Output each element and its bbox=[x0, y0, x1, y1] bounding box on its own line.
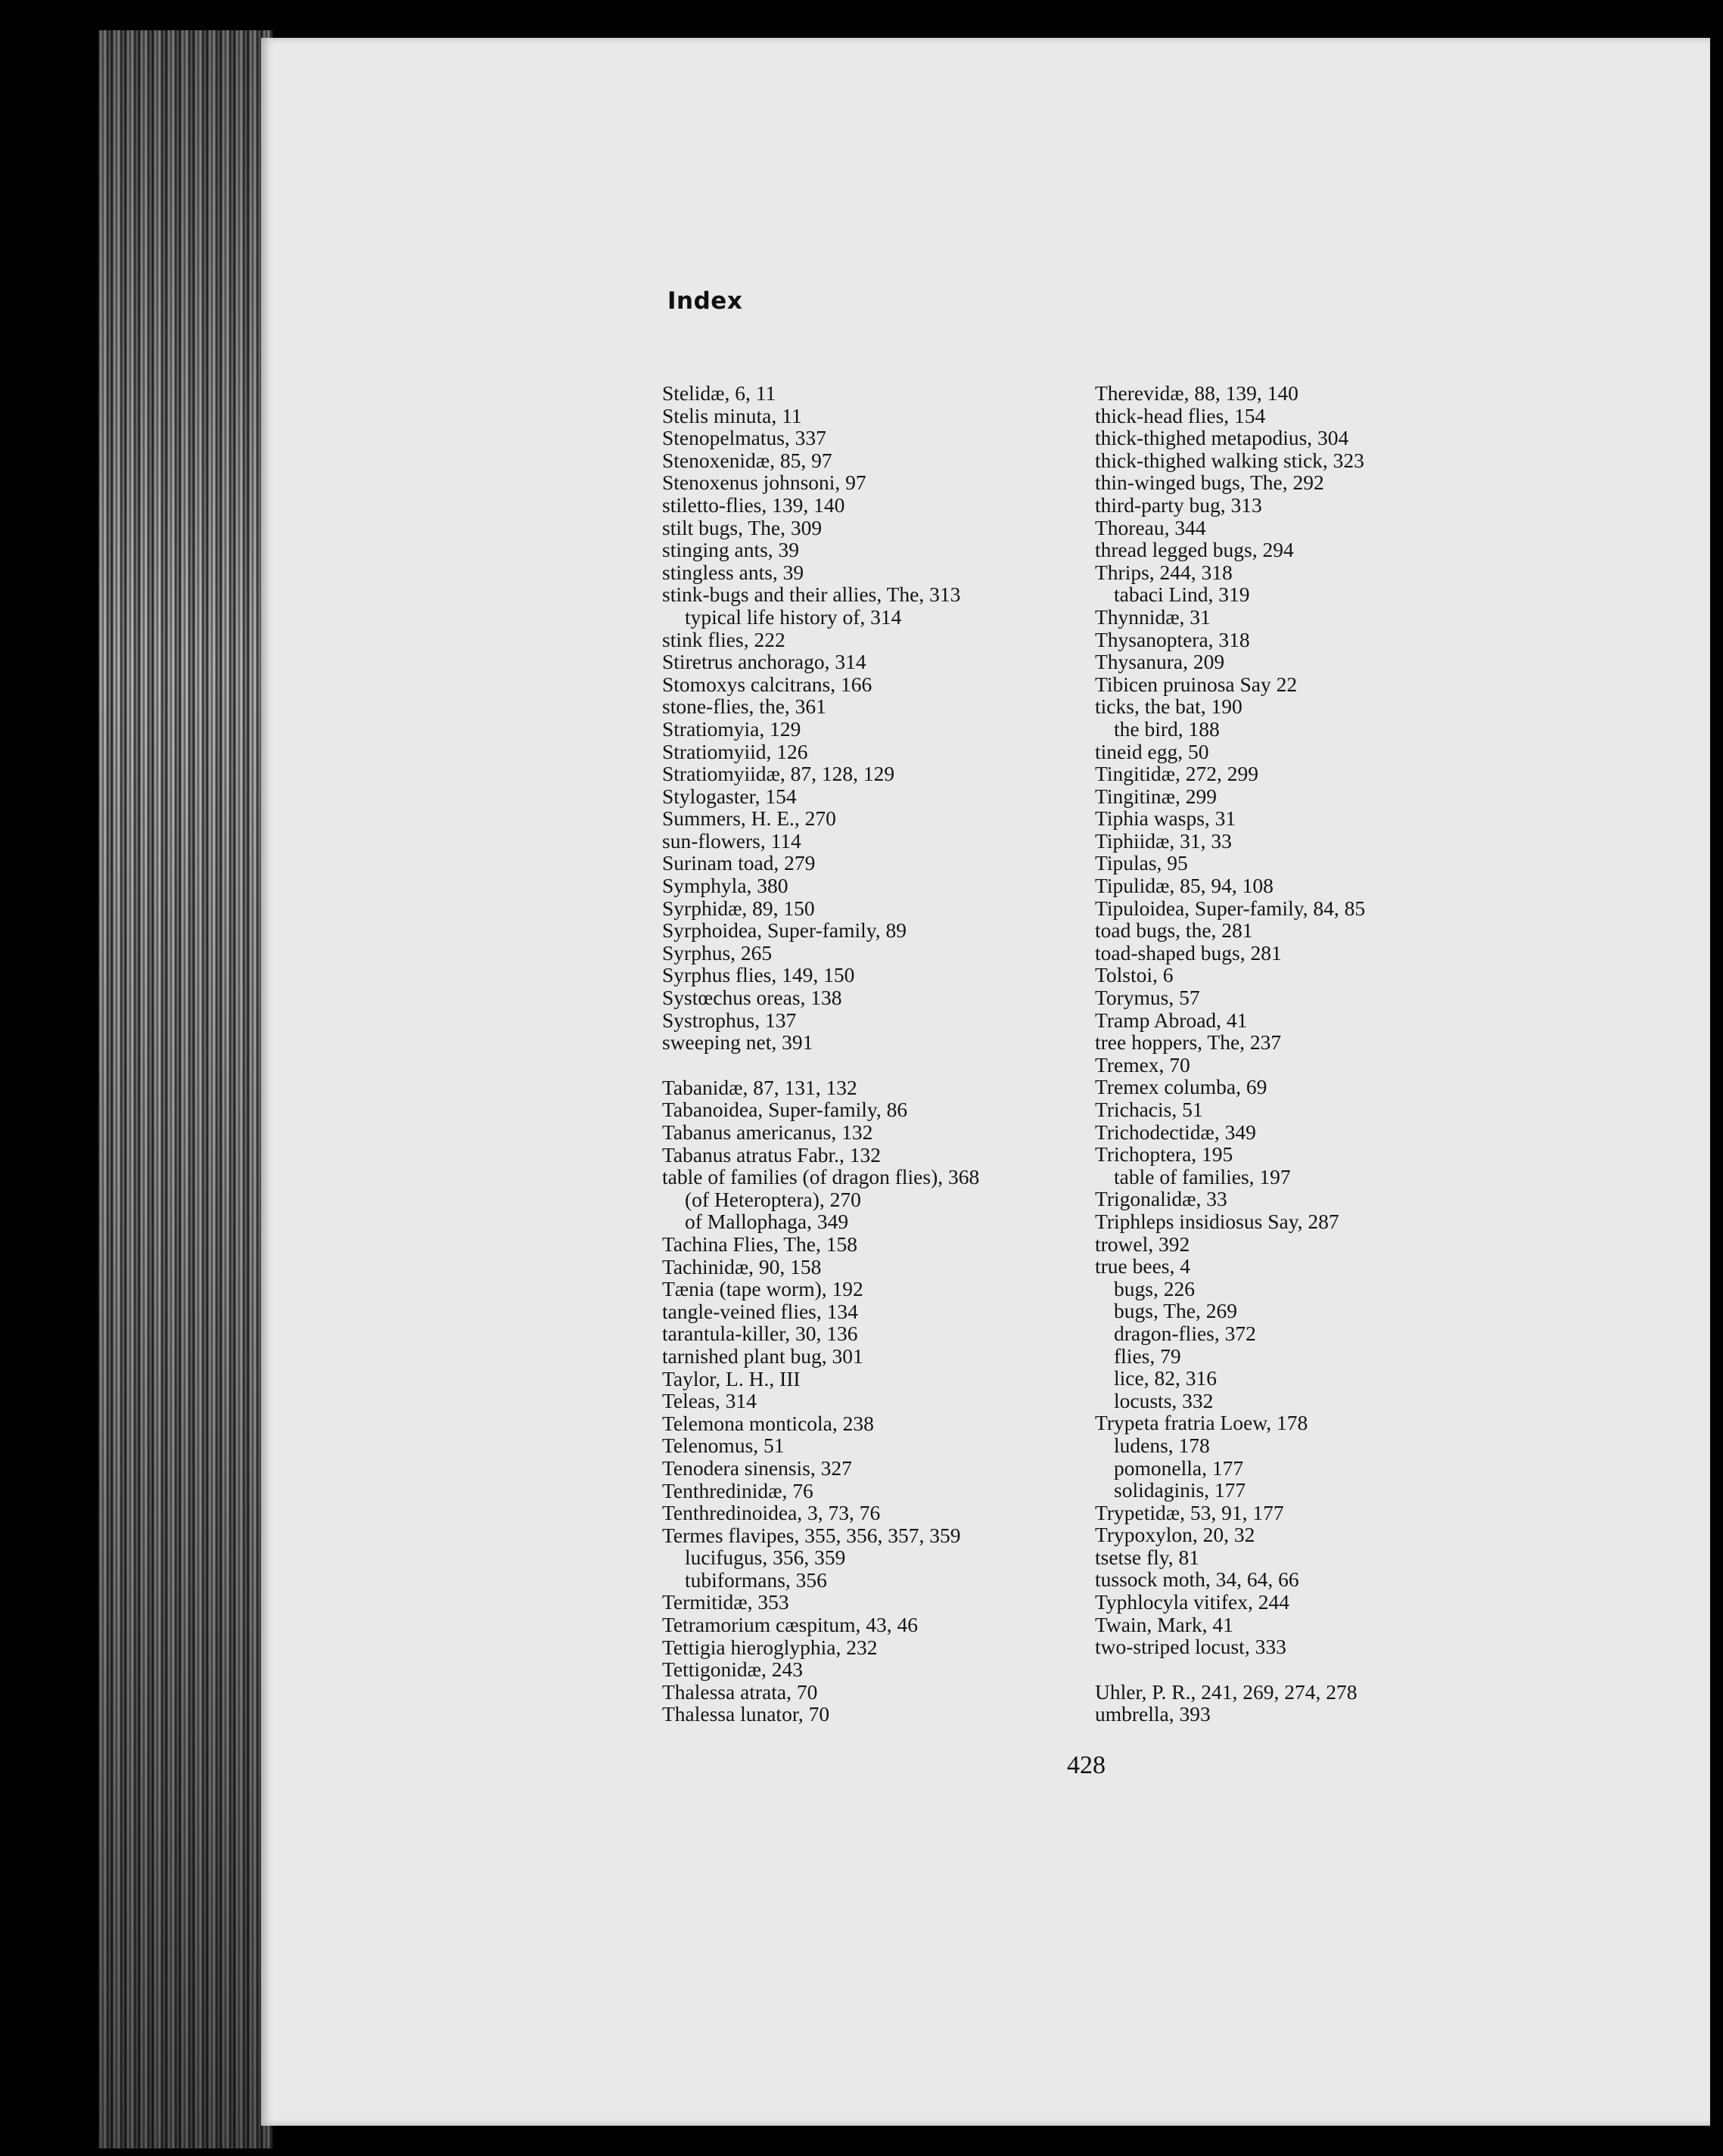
index-entry: toad-shaped bugs, 281 bbox=[1095, 940, 1282, 965]
index-entry: Trichoptera, 195 bbox=[1095, 1142, 1233, 1167]
index-entry: trowel, 392 bbox=[1095, 1232, 1190, 1256]
index-entry: Thysanura, 209 bbox=[1095, 650, 1225, 674]
index-entry: Surinam toad, 279 bbox=[662, 851, 816, 875]
index-entry: Stylogaster, 154 bbox=[662, 784, 797, 808]
index-entry: stink flies, 222 bbox=[662, 627, 785, 651]
index-entry: Stenopelmatus, 337 bbox=[662, 426, 826, 450]
index-entry: thick-head flies, 154 bbox=[1095, 403, 1266, 427]
index-entry: toad bugs, the, 281 bbox=[1095, 918, 1253, 943]
index-entry: Tachinidæ, 90, 158 bbox=[662, 1254, 822, 1278]
index-entry: Teleas, 314 bbox=[662, 1389, 757, 1413]
index-entry: stiletto-flies, 139, 140 bbox=[662, 492, 845, 517]
index-entry: stink-bugs and their allies, The, 313 bbox=[662, 582, 961, 607]
index-entry: Tibicen pruinosa Say 22 bbox=[1095, 672, 1298, 696]
index-entry: table of families, 197 bbox=[1114, 1164, 1291, 1188]
index-entry: lice, 82, 316 bbox=[1114, 1366, 1217, 1390]
index-entry: tussock moth, 34, 64, 66 bbox=[1095, 1567, 1299, 1592]
index-entry: thick-thighed metapodius, 304 bbox=[1095, 426, 1349, 450]
index-entry: Tiphia wasps, 31 bbox=[1095, 806, 1236, 831]
index-entry: Tipulidæ, 85, 94, 108 bbox=[1095, 874, 1274, 898]
index-entry: Tabanidæ, 87, 131, 132 bbox=[662, 1075, 857, 1099]
index-entry: Thysanoptera, 318 bbox=[1095, 627, 1250, 651]
index-entry: Tenodera sinensis, 327 bbox=[662, 1455, 852, 1480]
index-entry: tarantula-killer, 30, 136 bbox=[662, 1322, 858, 1346]
index-entry: Stelidæ, 6, 11 bbox=[662, 381, 776, 405]
index-entry: Stelis minuta, 11 bbox=[662, 403, 802, 427]
index-entry: (of Heteroptera), 270 bbox=[685, 1187, 861, 1211]
index-column-right bbox=[1095, 382, 1519, 1726]
index-entry: Tettigia hieroglyphia, 232 bbox=[662, 1635, 878, 1659]
index-entry: Thalessa lunator, 70 bbox=[662, 1702, 830, 1726]
index-entry: pomonella, 177 bbox=[1114, 1455, 1244, 1480]
index-entry: stone-flies, the, 361 bbox=[662, 694, 826, 719]
index-entry: tsetse fly, 81 bbox=[1095, 1545, 1199, 1569]
index-entry: tarnished plant bug, 301 bbox=[662, 1344, 863, 1368]
index-entry: sun-flowers, 114 bbox=[662, 828, 801, 853]
index-entry: thick-thighed walking stick, 323 bbox=[1095, 448, 1364, 472]
index-entry: stilt bugs, The, 309 bbox=[662, 515, 823, 539]
index-entry: Tænia (tape worm), 192 bbox=[662, 1277, 863, 1301]
index-entry: Stratiomyia, 129 bbox=[662, 716, 801, 741]
index-entry: Trypeta fratria Loew, 178 bbox=[1095, 1411, 1308, 1435]
index-entry: Systrophus, 137 bbox=[662, 1008, 797, 1032]
index-entry: table of families (of dragon flies), 368 bbox=[662, 1165, 980, 1189]
index-entry: Termitidæ, 353 bbox=[662, 1590, 789, 1614]
index-column-left bbox=[662, 382, 1086, 1726]
index-entry: Tremex, 70 bbox=[1095, 1052, 1190, 1076]
index-entry: Tingitinæ, 299 bbox=[1095, 784, 1217, 808]
index-entry: Trypetidæ, 53, 91, 177 bbox=[1095, 1500, 1284, 1524]
index-entry: ludens, 178 bbox=[1114, 1433, 1210, 1457]
index-entry: thin-winged bugs, The, 292 bbox=[1095, 471, 1324, 495]
index-entry: umbrella, 393 bbox=[1095, 1702, 1211, 1726]
index-entry: Tremex columba, 69 bbox=[1095, 1075, 1267, 1099]
index-entry: Stiretrus anchorago, 314 bbox=[662, 650, 866, 674]
index-entry: Telemona monticola, 238 bbox=[662, 1411, 874, 1435]
index-entry: Triphleps insidiosus Say, 287 bbox=[1095, 1209, 1339, 1233]
index-entry: Tachina Flies, The, 158 bbox=[662, 1232, 858, 1256]
index-entry: solidaginis, 177 bbox=[1114, 1478, 1246, 1502]
index-entry: Tramp Abroad, 41 bbox=[1095, 1008, 1248, 1032]
index-entry: Tabanoidea, Super-family, 86 bbox=[662, 1098, 908, 1122]
index-entry: third-party bug, 313 bbox=[1095, 492, 1262, 517]
index-entry: bugs, The, 269 bbox=[1114, 1299, 1237, 1323]
index-entry: Systœchus oreas, 138 bbox=[662, 986, 842, 1010]
index-entry: Tolstoi, 6 bbox=[1095, 963, 1174, 987]
index-entry: thread legged bugs, 294 bbox=[1095, 538, 1294, 562]
index-entry: typical life history of, 314 bbox=[685, 604, 902, 629]
index-entry: Tabanus atratus Fabr., 132 bbox=[662, 1142, 882, 1167]
index-entry: sweeping net, 391 bbox=[662, 1030, 813, 1055]
index-entry: Uhler, P. R., 241, 269, 274, 278 bbox=[1095, 1679, 1358, 1704]
index-entry: Tenthredinoidea, 3, 73, 76 bbox=[662, 1501, 881, 1525]
index-entry: Syrphus, 265 bbox=[662, 940, 773, 965]
index-entry: Tabanus americanus, 132 bbox=[662, 1120, 873, 1144]
index-entry: bugs, 226 bbox=[1114, 1276, 1195, 1300]
index-entry: Stomoxys calcitrans, 166 bbox=[662, 672, 872, 696]
index-entry: Therevidæ, 88, 139, 140 bbox=[1095, 381, 1298, 405]
index-entry: of Mallophaga, 349 bbox=[685, 1210, 849, 1234]
index-entry: Tettigonidæ, 243 bbox=[662, 1657, 803, 1682]
index-entry: Stratiomyiidæ, 87, 128, 129 bbox=[662, 762, 895, 786]
index-entry: Trichacis, 51 bbox=[1095, 1098, 1203, 1121]
index-entry: tineid egg, 50 bbox=[1095, 739, 1209, 763]
index-entry: Trichodectidæ, 349 bbox=[1095, 1120, 1256, 1144]
index-entry: Torymus, 57 bbox=[1095, 986, 1200, 1010]
index-entry: flies, 79 bbox=[1114, 1344, 1181, 1368]
index-entry: Thalessa atrata, 70 bbox=[662, 1679, 818, 1704]
index-entry: Termes flavipes, 355, 356, 357, 359 bbox=[662, 1523, 961, 1547]
index-entry: Stenoxenus johnsoni, 97 bbox=[662, 471, 866, 495]
index-entry: Syrphoidea, Super-family, 89 bbox=[662, 918, 907, 943]
index-entry: Twain, Mark, 41 bbox=[1095, 1612, 1233, 1636]
index-entry: Typhlocyla vitifex, 244 bbox=[1095, 1590, 1289, 1614]
index-entry: Tiphiidæ, 31, 33 bbox=[1095, 828, 1232, 853]
index-entry: Tipuloidea, Super-family, 84, 85 bbox=[1095, 896, 1366, 920]
index-entry: Thrips, 244, 318 bbox=[1095, 560, 1233, 584]
index-entry: Tenthredinidæ, 76 bbox=[662, 1478, 813, 1502]
index-entry: two-striped locust, 333 bbox=[1095, 1635, 1286, 1659]
book-edge-shadow bbox=[98, 30, 272, 2148]
index-entry: Trigonalidæ, 33 bbox=[1095, 1187, 1227, 1211]
index-entry: tabaci Lind, 319 bbox=[1114, 582, 1250, 607]
index-entry: Telenomus, 51 bbox=[662, 1434, 785, 1458]
index-entry: Syrphus flies, 149, 150 bbox=[662, 963, 855, 987]
index-entry: dragon-flies, 372 bbox=[1114, 1321, 1256, 1345]
page-number: 428 bbox=[1067, 1751, 1106, 1779]
index-entry: Tipulas, 95 bbox=[1095, 851, 1188, 875]
index-entry: Tingitidæ, 272, 299 bbox=[1095, 762, 1258, 786]
index-entry: Stratiomyiid, 126 bbox=[662, 739, 808, 763]
index-entry: ticks, the bat, 190 bbox=[1095, 694, 1242, 719]
index-entry: tubiformans, 356 bbox=[685, 1567, 827, 1592]
running-head: Index bbox=[667, 287, 743, 315]
index-entry: Syrphidæ, 89, 150 bbox=[662, 896, 815, 920]
index-entry: Tetramorium cæspitum, 43, 46 bbox=[662, 1613, 918, 1637]
index-entry: Summers, H. E., 270 bbox=[662, 806, 836, 831]
index-page bbox=[261, 38, 1710, 2126]
index-entry: Stenoxenidæ, 85, 97 bbox=[662, 448, 832, 472]
index-entry: stinging ants, 39 bbox=[662, 538, 800, 562]
index-entry: Taylor, L. H., III bbox=[662, 1366, 801, 1390]
index-entry: Trypoxylon, 20, 32 bbox=[1095, 1523, 1255, 1547]
index-entry: Thoreau, 344 bbox=[1095, 515, 1206, 539]
index-entry: Symphyla, 380 bbox=[662, 874, 788, 898]
index-entry: Thynnidæ, 31 bbox=[1095, 604, 1211, 629]
index-entry: lucifugus, 356, 359 bbox=[685, 1546, 846, 1570]
index-entry: locusts, 332 bbox=[1114, 1388, 1214, 1412]
index-entry: the bird, 188 bbox=[1114, 716, 1220, 741]
index-entry: true bees, 4 bbox=[1095, 1254, 1190, 1278]
index-entry: tree hoppers, The, 237 bbox=[1095, 1030, 1282, 1055]
index-entry: stingless ants, 39 bbox=[662, 560, 804, 584]
index-entry: tangle-veined flies, 134 bbox=[662, 1299, 858, 1323]
